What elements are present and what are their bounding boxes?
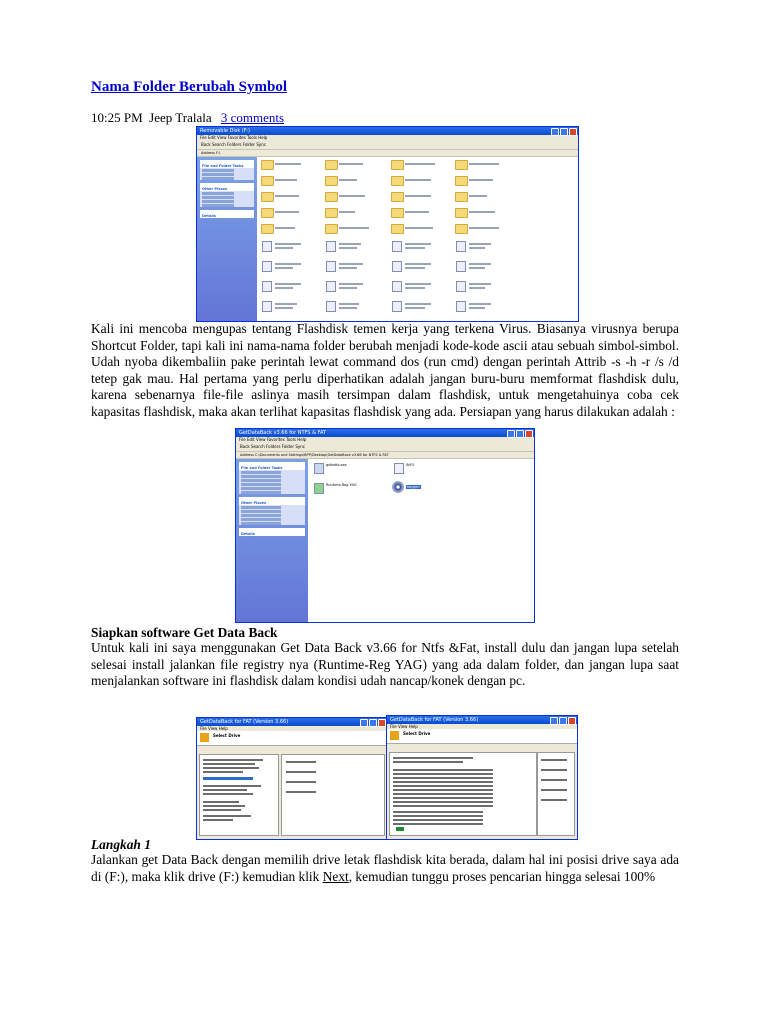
file-gdbntfs: gdbntfs.exe <box>326 463 347 467</box>
file-keygen: keygen <box>407 485 420 489</box>
software-paragraph: Untuk kali ini saya menggunakan Get Data Back v3.66 for Ntfs &Fat, install dulu dan jangan lupa setelah selesai install jalankan file registry nya (Runtime-Reg YAG) yang ada dalam folder, dan jangan lupa saat menjalankan software ini flashdisk dalam kondisi udah nancap/konek dengan pc. <box>91 640 679 689</box>
file-list <box>257 157 578 321</box>
section-heading-software: Siapkan software Get Data Back <box>91 625 278 640</box>
gdb-header: Select Drive <box>213 733 241 738</box>
file-list <box>308 459 534 622</box>
cd-icon <box>392 481 404 493</box>
screenshot-explorer-window <box>196 126 579 322</box>
panel-places: Other Places <box>239 497 305 525</box>
gdb-logo-icon <box>200 733 209 742</box>
gdb-header: Select Drive <box>403 731 431 736</box>
post-meta <box>91 110 284 126</box>
task-pane <box>197 157 257 321</box>
file-runtime-reg: Runtime-Reg YAG <box>326 483 357 487</box>
gdb-logo-icon <box>390 731 399 740</box>
section-heading-step1: Langkah 1 <box>91 837 151 852</box>
window-titlebar <box>197 127 578 135</box>
step1-paragraph: Jalankan get Data Back dengan memilih drive letak flashdisk kita berada, dalam hal ini posisi drive saya ada di (F:), maka klik drive (F:) kemudian klik Next, kemudian tunggu proses pencarian hingga selesai 100% <box>91 852 679 884</box>
menu-bar: File Edit View Favorites Tools Help <box>197 135 578 140</box>
post-time: 10:25 PM <box>91 110 143 125</box>
next-link[interactable]: Next <box>322 868 349 884</box>
minimize-icon <box>507 430 515 438</box>
menu-bar: File Edit View Favorites Tools Help <box>236 437 534 442</box>
panel-tasks: File and Folder Tasks <box>200 160 254 180</box>
task-pane <box>236 459 308 622</box>
toolbar: Back Search Folders Folder Sync <box>236 442 534 452</box>
screenshot-getdataback-folder <box>235 428 535 623</box>
window-title: GetDataBack v3.66 for NTFS & FAT <box>239 430 327 436</box>
close-icon <box>569 128 577 136</box>
post-author: Jeep Tralala <box>149 110 212 125</box>
file-info: INFO <box>406 463 415 467</box>
close-icon <box>525 430 533 438</box>
panel-details: Details <box>200 210 254 218</box>
window-title: GetDataBack for FAT (Version 3.66) <box>390 717 479 723</box>
address-bar: Address C:\Documents and Settings\BPP\Desktop\GetDataBack v3.66 for NTFS & FAT <box>236 452 534 459</box>
screenshot-getdataback-right: GetDataBack for FAT (Version 3.66) File View Help Select Drive <box>386 715 578 840</box>
maximize-icon <box>560 128 568 136</box>
maximize-icon <box>516 430 524 438</box>
screenshot-getdataback-left: GetDataBack for FAT (Version 3.66) File View Help Select Drive <box>196 717 388 840</box>
window-titlebar <box>236 429 534 437</box>
panel-tasks: File and Folder Tasks <box>239 462 305 494</box>
minimize-icon <box>551 128 559 136</box>
panel-places: Other Places <box>200 183 254 207</box>
address-bar: Address F:\ <box>197 150 578 157</box>
intro-paragraph: Kali ini mencoba mengupas tentang Flashdisk temen kerja yang terkena Virus. Biasanya virusnya berupa Shortcut Folder, tapi kali ini nama-nama folder berubah menjadi kode-kode ascii atau sebuah simbol-simbol. Udah nyoba dikembaliin pake perintah lewat command dos (run cmd) dengan perintah Attrib -s -h -r /s /d tetep gak mau. Hal pertama yang perlu diperhatikan adalah jangan buru-buru memformat flashdisk dulu, karena sebenarnya file-file aslinya masih tersimpan dalam flashdisk, untuk mengetahuinya coba cek kapasitas flashdisk, maka akan terlihat kapasitas flashdisk yang ada. Persiapan yang harus dilakukan adalah : <box>91 321 679 419</box>
window-title: GetDataBack for FAT (Version 3.66) <box>200 719 289 725</box>
toolbar: Back Search Folders Folder Sync <box>197 140 578 150</box>
post-title[interactable]: Nama Folder Berubah Symbol <box>91 79 287 95</box>
panel-details: Details <box>239 528 305 536</box>
comments-link[interactable]: 3 comments <box>220 110 285 125</box>
window-title: Removable Disk (F:) <box>200 128 250 134</box>
